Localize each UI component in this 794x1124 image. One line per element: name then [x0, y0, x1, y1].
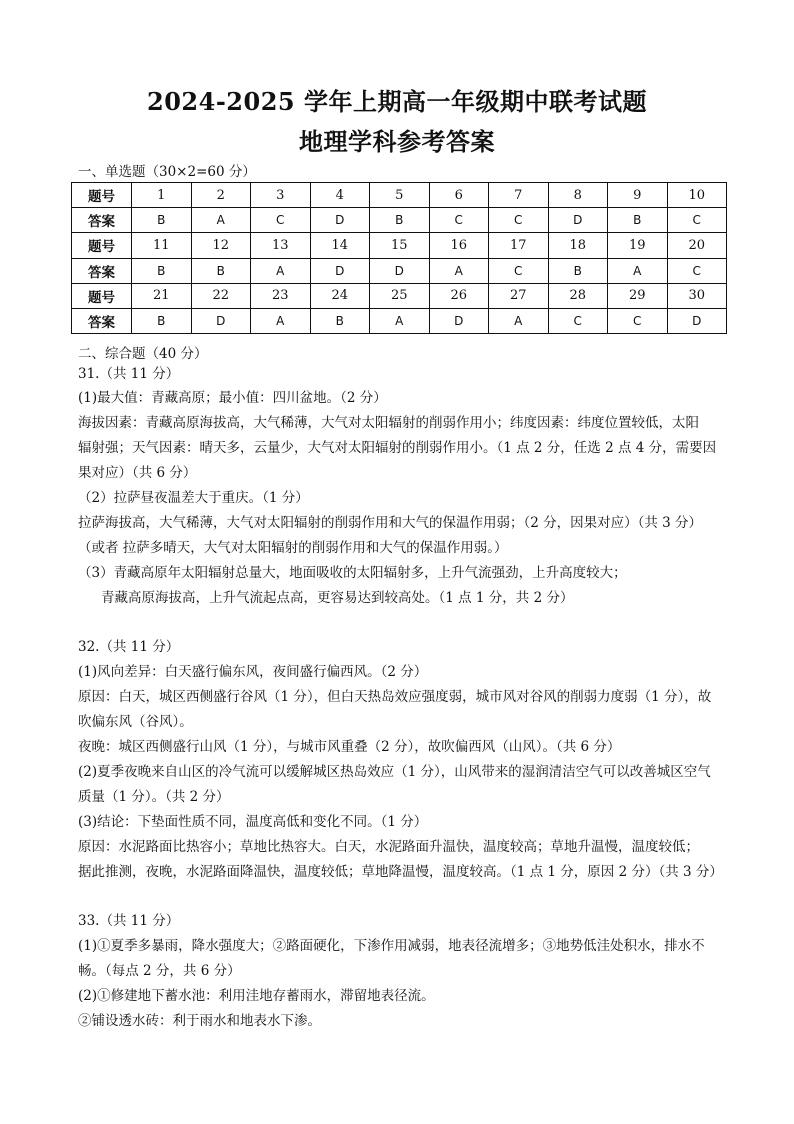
answer-cell: D — [667, 308, 727, 333]
question-number-cell: 18 — [548, 233, 608, 258]
question-number-cell: 8 — [548, 183, 608, 208]
answer-cell: B — [310, 308, 370, 333]
answer-cell: D — [548, 208, 608, 233]
q31-title: 31.（共 11 分） — [78, 366, 180, 382]
answer-cell: B — [608, 208, 668, 233]
answer-cell: D — [310, 258, 370, 283]
answer-cell: D — [310, 208, 370, 233]
question-number-cell: 7 — [489, 183, 549, 208]
q32-line-7: (3)结论：下垫面性质不同，温度高低和变化不同。（1 分） — [78, 814, 428, 830]
answer-table — [71, 182, 727, 334]
question-number-cell: 5 — [370, 183, 430, 208]
question-number-cell: 6 — [429, 183, 489, 208]
answer-cell: A — [370, 308, 430, 333]
question-number-cell: 28 — [548, 283, 608, 308]
q31-line-9: 青藏高原海拔高，上升气流起点高，更容易达到较高处。（1 点 1 分，共 2 分） — [101, 590, 574, 606]
answer-cell: C — [608, 308, 668, 333]
q31-line-6: 拉萨海拔高，大气稀薄，大气对太阳辐射的削弱作用和大气的保温作用弱；（2 分，因果对应）（共 3 分） — [78, 515, 703, 531]
answer-cell: C — [489, 258, 549, 283]
question-number-cell: 27 — [489, 283, 549, 308]
q31-line-4: 果对应）（共 6 分） — [78, 465, 197, 481]
answer-cell: B — [132, 208, 192, 233]
answer-cell: D — [370, 258, 430, 283]
answer-cell: A — [251, 308, 311, 333]
question-number-cell: 17 — [489, 233, 549, 258]
question-number-cell: 26 — [429, 283, 489, 308]
answer-cell: B — [548, 258, 608, 283]
row-label-question: 题号 — [72, 183, 132, 208]
q32-line-2: 原因：白天，城区西侧盛行谷风（1 分），但白天热岛效应强度弱，城市风对谷风的削弱力度弱（1 分），故 — [78, 689, 712, 705]
answer-cell: C — [548, 308, 608, 333]
page-subtitle: 地理学科参考答案 — [299, 127, 495, 156]
question-number-cell: 21 — [132, 283, 192, 308]
answer-cell: B — [191, 258, 251, 283]
q33-line-1: (1)①夏季多暴雨，降水强度大；②路面硬化，下渗作用减弱，地表径流增多；③地势低洼处积水，排水不 — [78, 938, 705, 954]
question-number-cell: 16 — [429, 233, 489, 258]
answer-cell: B — [370, 208, 430, 233]
row-label-answer: 答案 — [72, 308, 132, 333]
question-number-cell: 24 — [310, 283, 370, 308]
q31-line-2: 海拔因素：青藏高原海拔高，大气稀薄，大气对太阳辐射的削弱作用小；纬度因素：纬度位置较低，太阳 — [78, 415, 699, 431]
section-heading-comprehensive: 二、综合题（40 分） — [78, 346, 208, 362]
answer-cell: D — [429, 308, 489, 333]
question-number-cell: 22 — [191, 283, 251, 308]
page-title: 2024-2025 学年上期高一年级期中联考试题 — [147, 87, 647, 116]
answer-cell: C — [251, 208, 311, 233]
table-row-question-numbers — [72, 283, 727, 308]
question-number-cell: 19 — [608, 233, 668, 258]
question-number-cell: 29 — [608, 283, 668, 308]
question-number-cell: 9 — [608, 183, 668, 208]
question-number-cell: 14 — [310, 233, 370, 258]
q32-line-8: 原因：水泥路面比热容小；草地比热容大。白天，水泥路面升温快，温度较高；草地升温慢，温度较低； — [78, 839, 699, 855]
table-row-answers — [72, 208, 727, 233]
answer-cell: C — [429, 208, 489, 233]
q32-line-1: (1)风向差异：白天盛行偏东风，夜间盛行偏西风。（2 分） — [78, 664, 428, 680]
answer-cell: C — [667, 258, 727, 283]
q32-line-9: 据此推测，夜晚，水泥路面降温快，温度较低；草地降温慢，温度较高。（1 点 1 分，原因 2 分）（共 3 分） — [78, 864, 723, 880]
answer-cell: B — [132, 258, 192, 283]
question-number-cell: 25 — [370, 283, 430, 308]
answer-cell: A — [489, 308, 549, 333]
q31-line-7: （或者 拉萨多晴天，大气对太阳辐射的削弱作用和大气的保温作用弱。） — [78, 540, 508, 556]
table-row-question-numbers — [72, 233, 727, 258]
question-number-cell: 12 — [191, 233, 251, 258]
question-number-cell: 11 — [132, 233, 192, 258]
answer-cell: D — [191, 308, 251, 333]
question-number-cell: 4 — [310, 183, 370, 208]
answer-cell: A — [429, 258, 489, 283]
q32-line-3: 吹偏东风（谷风）。 — [78, 714, 193, 730]
question-number-cell: 30 — [667, 283, 727, 308]
table-row-answers — [72, 258, 727, 283]
row-label-answer: 答案 — [72, 208, 132, 233]
answer-cell: B — [132, 308, 192, 333]
question-number-cell: 3 — [251, 183, 311, 208]
question-number-cell: 23 — [251, 283, 311, 308]
row-label-answer: 答案 — [72, 258, 132, 283]
answer-cell: C — [489, 208, 549, 233]
q31-line-8: （3）青藏高原年太阳辐射总量大，地面吸收的太阳辐射多，上升气流强劲，上升高度较大； — [78, 565, 627, 581]
q31-line-3: 辐射强；天气因素：晴天多，云量少，大气对太阳辐射的削弱作用小。（1 点 2 分，任选 2 点 4 分，需要因 — [78, 440, 717, 456]
question-number-cell: 10 — [667, 183, 727, 208]
row-label-question: 题号 — [72, 233, 132, 258]
table-row-answers — [72, 308, 727, 333]
row-label-question: 题号 — [72, 283, 132, 308]
q32-line-5: (2)夏季夜晚来自山区的冷气流可以缓解城区热岛效应（1 分），山风带来的湿润清洁空气可以改善城区空气 — [78, 764, 711, 780]
q32-line-6: 质量（1 分）。（共 2 分） — [78, 789, 230, 805]
answer-cell: C — [667, 208, 727, 233]
q33-line-3: (2)①修建地下蓄水池：利用洼地存蓄雨水，滞留地表径流。 — [78, 988, 435, 1004]
q33-line-2: 畅。（每点 2 分，共 6 分） — [78, 963, 241, 979]
question-number-cell: 2 — [191, 183, 251, 208]
q32-line-4: 夜晚：城区西侧盛行山风（1 分），与城市风重叠（2 分），故吹偏西风（山风）。（共 6 分） — [78, 739, 621, 755]
answer-cell: A — [191, 208, 251, 233]
q31-line-5: （2）拉萨昼夜温差大于重庆。（1 分） — [78, 490, 309, 506]
question-number-cell: 1 — [132, 183, 192, 208]
table-row-question-numbers — [72, 183, 727, 208]
q32-title: 32.（共 11 分） — [78, 639, 180, 655]
q33-line-4: ②铺设透水砖：利于雨水和地表水下渗。 — [78, 1013, 321, 1029]
answer-cell: A — [608, 258, 668, 283]
section-heading-single-choice: 一、单选题（30×2=60 分） — [78, 164, 256, 180]
q31-line-1: (1)最大值：青藏高原；最小值：四川盆地。（2 分） — [78, 390, 387, 406]
question-number-cell: 13 — [251, 233, 311, 258]
answer-cell: A — [251, 258, 311, 283]
q33-title: 33.（共 11 分） — [78, 913, 180, 929]
question-number-cell: 20 — [667, 233, 727, 258]
question-number-cell: 15 — [370, 233, 430, 258]
